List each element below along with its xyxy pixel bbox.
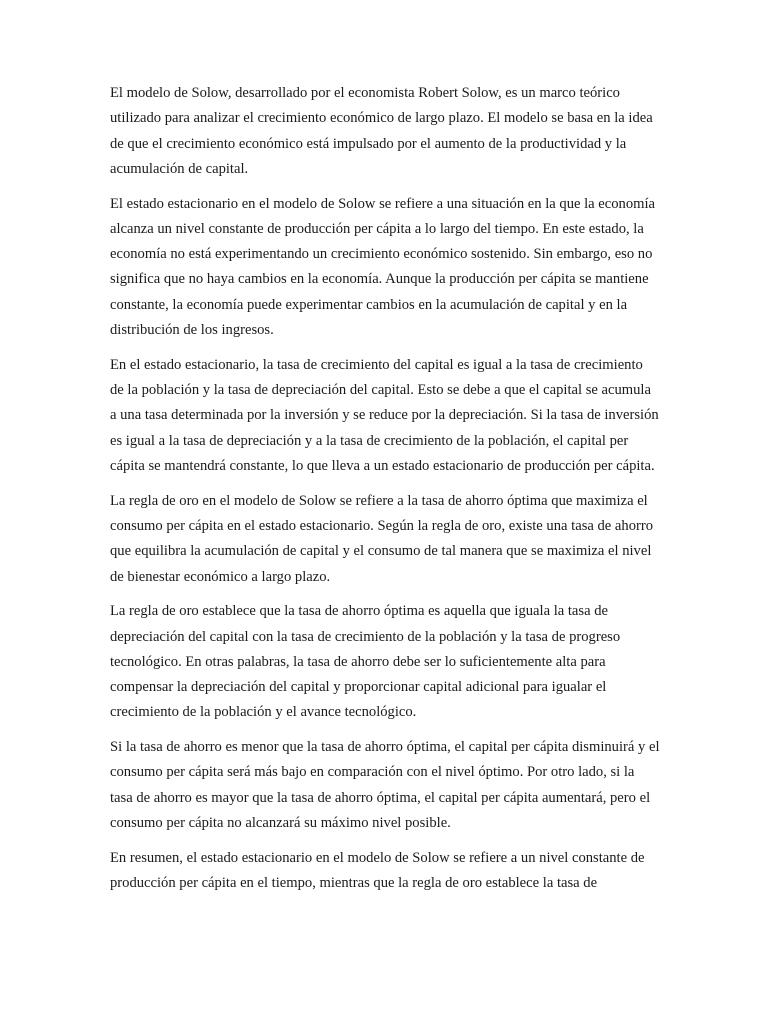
paragraph-savings-rate-effects: Si la tasa de ahorro es menor que la tasa de ahorro óptima, el capital per cápita disminuirá y el consumo per cápita será más bajo en comparación con el nivel óptimo. Por otro lado, si la tasa de ahorro es mayor que la tasa de ahorro óptima, el capital per cápita aumentará, pero el consumo per cápita no alcanzará su máximo nivel posible. (110, 739, 660, 831)
paragraph-solow-intro: El modelo de Solow, desarrollado por el economista Robert Solow, es un marco teórico utilizado para analizar el crecimiento económico de largo plazo. El modelo se basa en la idea de que el crecimiento económico está impulsado por el aumento de la productividad y la acumulación de capital. (110, 85, 653, 177)
paragraph-steady-state-definition: El estado estacionario en el modelo de Solow se refiere a una situación en la que la economía alcanza un nivel constante de producción per cápita a lo largo del tiempo. En este estado, la economía no está experimentando un crecimiento económico sostenido. Sin embargo, eso no significa que no haya cambios en la economía. Aunque la producción per cápita se mantiene constante, la economía puede experimentar cambios en la acumulación de capital y en la distribución de los ingresos. (110, 195, 656, 339)
paragraph-steady-state-conditions: En el estado estacionario, la tasa de crecimiento del capital es igual a la tasa de crecimiento de la población y la tasa de depreciación del capital. Esto se debe a que el capital se acumula a una tasa determinada por la inversión y se reduce por la depreciación. Si la tasa de inversión es igual a la tasa de depreciación y a la tasa de crecimiento de la población, el capital per cápita se mantendrá constante, lo que lleva a un estado estacionario de producción per cápita. (110, 356, 659, 474)
document-page (110, 81, 660, 906)
paragraph-summary: En resumen, el estado estacionario en el modelo de Solow se refiere a un nivel constante de producción per cápita en el tiempo, mientras que la regla de oro establece la tasa de (110, 849, 645, 891)
paragraph-golden-rule-definition: La regla de oro en el modelo de Solow se refiere a la tasa de ahorro óptima que maximiza el consumo per cápita en el estado estacionario. Según la regla de oro, existe una tasa de ahorro que equilibra la acumulación de capital y el consumo de tal manera que se maximiza el nivel de bienestar económico a largo plazo. (110, 492, 654, 585)
paragraph-golden-rule-condition: La regla de oro establece que la tasa de ahorro óptima es aquella que iguala la tasa de depreciación del capital con la tasa de crecimiento de la población y la tasa de progreso tecnológico. En otras palabras, la tasa de ahorro debe ser lo suficientemente alta para compensar la depreciación del capital y proporcionar capital adicional para igualar el crecimiento de la población y el avance tecnológico. (110, 603, 621, 721)
